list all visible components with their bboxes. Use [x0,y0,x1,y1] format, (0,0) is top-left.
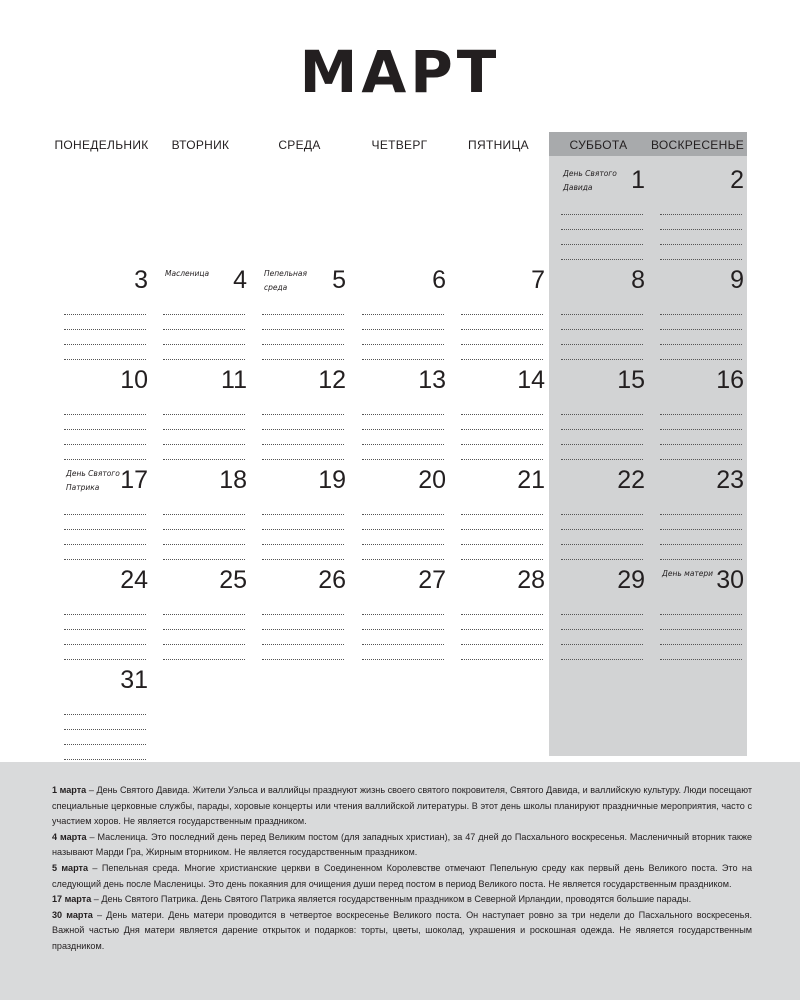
note-line[interactable] [561,515,643,530]
day-number: 25 [219,566,247,594]
note-lines[interactable] [64,300,146,360]
holiday-note-text: – Пепельная среда. Многие христианские церкви в Соединенном Королевстве отмечают Пепельную среду как первый день Великого поста. Это на следующий день после Масленицы. Это день покаяния для очищения души перед постом в период Великого поста. Не является государственным праздником. [52,862,752,889]
holiday-note-date: 4 марта [52,831,87,842]
note-line[interactable] [362,300,444,315]
note-line[interactable] [262,615,344,630]
note-line[interactable] [163,645,245,660]
note-line[interactable] [163,515,245,530]
day-number: 22 [617,466,645,494]
day-event-label: Пепельная среда [264,269,307,292]
note-lines[interactable] [64,400,146,460]
holiday-note-text: – День Святого Патрика. День Святого Патрика является государственным праздником в Северной Ирландии, проводятся большие парады. [91,894,692,905]
day-number: 13 [418,366,446,394]
note-line[interactable] [64,730,146,745]
day-cell[interactable] [350,558,449,658]
day-number: 31 [120,666,148,694]
day-number: 23 [716,466,744,494]
day-cell[interactable] [549,258,648,358]
note-line[interactable] [362,315,444,330]
day-cell[interactable] [449,358,548,458]
note-lines[interactable] [561,400,643,460]
note-line[interactable] [362,330,444,345]
holiday-note-text: – День Святого Давида. Жители Уэльса и валлийцы празднуют жизнь своего святого покровителя, Святого Давида, и валлийскую культуру. Люди посещают специальные церковные службы, парады, хоровые концерты или чтения валлийской литературы. В этот день школы планируют праздничные мероприятия, часто с участием хоров. Не является государственным праздником. [52,785,752,827]
day-cell[interactable] [350,458,449,558]
weekday-header: ВОСКРЕСЕНЬЕ [650,138,745,152]
note-lines[interactable] [362,500,444,560]
day-number: 24 [120,566,148,594]
note-line[interactable] [362,415,444,430]
day-cell[interactable] [250,258,349,358]
note-line[interactable] [561,530,643,545]
note-line[interactable] [163,330,245,345]
note-lines[interactable] [163,600,245,660]
note-line[interactable] [660,230,742,245]
note-line[interactable] [362,600,444,615]
note-line[interactable] [660,600,742,615]
note-lines[interactable] [362,400,444,460]
note-line[interactable] [64,330,146,345]
day-cell[interactable] [648,258,747,358]
note-lines[interactable] [660,600,742,660]
note-line[interactable] [64,700,146,715]
note-lines[interactable] [461,600,543,660]
note-lines[interactable] [64,700,146,760]
note-line[interactable] [461,300,543,315]
holiday-note-date: 5 марта [52,862,89,873]
holiday-note [52,908,752,955]
day-cell[interactable] [52,258,151,358]
day-cell[interactable] [350,258,449,358]
weekday-header: ПЯТНИЦА [468,138,529,152]
note-line[interactable] [561,630,643,645]
note-line[interactable] [262,415,344,430]
note-line[interactable] [461,530,543,545]
note-line[interactable] [660,215,742,230]
note-lines[interactable] [262,600,344,660]
day-cell[interactable] [449,458,548,558]
note-line[interactable] [362,645,444,660]
note-line[interactable] [262,430,344,445]
note-line[interactable] [461,600,543,615]
note-line[interactable] [64,415,146,430]
note-line[interactable] [262,500,344,515]
weekday-header: ПОНЕДЕЛЬНИК [54,138,149,152]
note-line[interactable] [64,430,146,445]
note-line[interactable] [262,515,344,530]
note-line[interactable] [561,215,643,230]
note-line[interactable] [561,315,643,330]
day-number: 1 [631,166,645,194]
day-number: 8 [631,266,645,294]
note-lines[interactable] [362,600,444,660]
note-lines[interactable] [660,300,742,360]
note-lines[interactable] [163,400,245,460]
day-number: 4 [233,266,247,294]
holiday-note-text: – Масленица. Это последний день перед Великим постом (для западных христиан), за 47 дней до Пасхального воскресенья. Масленичный вторник также называют Марди Гра, Жирным вторником. Не является государственным праздником. [52,831,752,858]
day-number: 5 [332,266,346,294]
day-cell[interactable] [52,358,151,458]
note-line[interactable] [660,400,742,415]
day-cell[interactable] [151,258,250,358]
note-line[interactable] [660,515,742,530]
day-number: 14 [517,366,545,394]
note-line[interactable] [660,615,742,630]
note-lines[interactable] [660,400,742,460]
note-lines[interactable] [163,300,245,360]
weekday-header: ЧЕТВЕРГ [371,138,428,152]
note-line[interactable] [561,200,643,215]
note-line[interactable] [660,200,742,215]
day-cell[interactable] [549,458,648,558]
note-line[interactable] [660,330,742,345]
note-line[interactable] [461,430,543,445]
note-line[interactable] [561,415,643,430]
note-line[interactable] [64,500,146,515]
holiday-note [52,830,752,861]
note-line[interactable] [163,615,245,630]
note-lines[interactable] [362,300,444,360]
note-line[interactable] [561,500,643,515]
note-line[interactable] [362,530,444,545]
day-number: 18 [219,466,247,494]
note-line[interactable] [561,430,643,445]
note-line[interactable] [660,300,742,315]
day-number: 3 [134,266,148,294]
note-line[interactable] [163,415,245,430]
note-line[interactable] [660,430,742,445]
day-number: 19 [318,466,346,494]
day-number: 16 [716,366,744,394]
day-cell[interactable] [151,558,250,658]
note-line[interactable] [64,530,146,545]
note-line[interactable] [163,600,245,615]
day-cell[interactable] [449,558,548,658]
note-line[interactable] [262,600,344,615]
note-lines[interactable] [262,300,344,360]
note-line[interactable] [163,315,245,330]
note-line[interactable] [461,615,543,630]
note-line[interactable] [64,400,146,415]
day-event-label: День Святого Давида [563,169,617,192]
note-lines[interactable] [660,200,742,260]
note-line[interactable] [561,600,643,615]
weekday-header: СРЕДА [278,138,321,152]
note-line[interactable] [561,300,643,315]
note-line[interactable] [64,745,146,760]
note-line[interactable] [362,615,444,630]
note-lines[interactable] [64,600,146,660]
note-lines[interactable] [262,400,344,460]
day-number: 26 [318,566,346,594]
day-cell[interactable] [549,358,648,458]
note-lines[interactable] [461,400,543,460]
note-line[interactable] [660,645,742,660]
day-number: 10 [120,366,148,394]
day-number: 28 [517,566,545,594]
note-line[interactable] [163,300,245,315]
note-lines[interactable] [561,500,643,560]
day-event-label: День матери [662,569,714,578]
note-line[interactable] [64,630,146,645]
note-line[interactable] [163,630,245,645]
weekday-header: СУББОТА [569,138,628,152]
note-line[interactable] [163,500,245,515]
note-line[interactable] [64,515,146,530]
day-number: 27 [418,566,446,594]
note-lines[interactable] [163,500,245,560]
holiday-note-date: 17 марта [52,894,92,905]
note-line[interactable] [64,615,146,630]
note-line[interactable] [660,415,742,430]
note-line[interactable] [461,400,543,415]
holiday-note [52,892,752,908]
note-line[interactable] [362,500,444,515]
note-line[interactable] [362,430,444,445]
note-line[interactable] [262,315,344,330]
note-line[interactable] [561,615,643,630]
note-lines[interactable] [262,500,344,560]
day-number: 30 [716,566,744,594]
day-cell[interactable] [549,558,648,658]
weekday-header: ВТОРНИК [171,138,230,152]
note-line[interactable] [561,400,643,415]
note-line[interactable] [262,630,344,645]
note-line[interactable] [461,500,543,515]
note-line[interactable] [262,530,344,545]
note-line[interactable] [561,645,643,660]
note-line[interactable] [262,400,344,415]
note-line[interactable] [64,715,146,730]
day-cell[interactable] [549,158,648,258]
note-line[interactable] [362,630,444,645]
day-cell[interactable] [52,558,151,658]
day-cell[interactable] [648,558,747,658]
day-number: 21 [517,466,545,494]
day-cell[interactable] [648,458,747,558]
day-cell[interactable] [449,258,548,358]
day-number: 2 [730,166,744,194]
day-number: 20 [418,466,446,494]
holiday-notes [52,783,752,955]
note-line[interactable] [660,500,742,515]
note-line[interactable] [461,315,543,330]
day-cell[interactable] [250,558,349,658]
day-cell[interactable] [52,458,151,558]
day-cell[interactable] [350,358,449,458]
note-line[interactable] [262,645,344,660]
note-line[interactable] [163,530,245,545]
day-cell[interactable] [151,458,250,558]
note-line[interactable] [660,315,742,330]
holiday-note-text: – День матери. День матери проводится в четвертое воскресенье Великого поста. Он наступает ровно за три недели до Пасхального воскресенья. Важной частью Дня матери является дарение открыток и подарков: торты, цветы, шоколад, украшения и роскошная одежда. Не является государственным праздником. [52,909,752,951]
note-line[interactable] [660,530,742,545]
day-number: 7 [531,266,545,294]
note-lines[interactable] [461,500,543,560]
note-lines[interactable] [660,500,742,560]
note-line[interactable] [362,400,444,415]
day-number: 11 [221,366,247,394]
day-number: 15 [617,366,645,394]
day-cell[interactable] [250,358,349,458]
day-cell[interactable] [250,458,349,558]
holiday-note-date: 30 марта [52,909,93,920]
holiday-note [52,861,752,892]
note-lines[interactable] [64,500,146,560]
note-line[interactable] [660,630,742,645]
day-event-label: Масленица [165,269,210,278]
note-lines[interactable] [561,200,643,260]
day-number: 29 [617,566,645,594]
month-title: МАРТ [299,38,501,106]
day-number: 17 [120,466,148,494]
note-line[interactable] [561,230,643,245]
day-cell[interactable] [648,158,747,258]
note-line[interactable] [64,300,146,315]
note-line[interactable] [461,515,543,530]
note-line[interactable] [461,415,543,430]
note-lines[interactable] [561,300,643,360]
day-number: 6 [432,266,446,294]
note-line[interactable] [461,630,543,645]
holiday-note [52,783,752,830]
note-lines[interactable] [461,300,543,360]
day-event-label: День Святого Патрика [66,469,120,492]
note-line[interactable] [362,515,444,530]
note-line[interactable] [163,400,245,415]
day-cell[interactable] [648,358,747,458]
day-number: 12 [318,366,346,394]
note-lines[interactable] [561,600,643,660]
note-line[interactable] [262,300,344,315]
note-line[interactable] [64,600,146,615]
day-cell[interactable] [52,658,151,758]
day-cell[interactable] [151,358,250,458]
note-line[interactable] [461,645,543,660]
note-line[interactable] [163,430,245,445]
day-number: 9 [730,266,744,294]
note-line[interactable] [561,330,643,345]
holiday-note-date: 1 марта [52,785,87,795]
note-line[interactable] [461,330,543,345]
note-line[interactable] [262,330,344,345]
note-line[interactable] [64,315,146,330]
